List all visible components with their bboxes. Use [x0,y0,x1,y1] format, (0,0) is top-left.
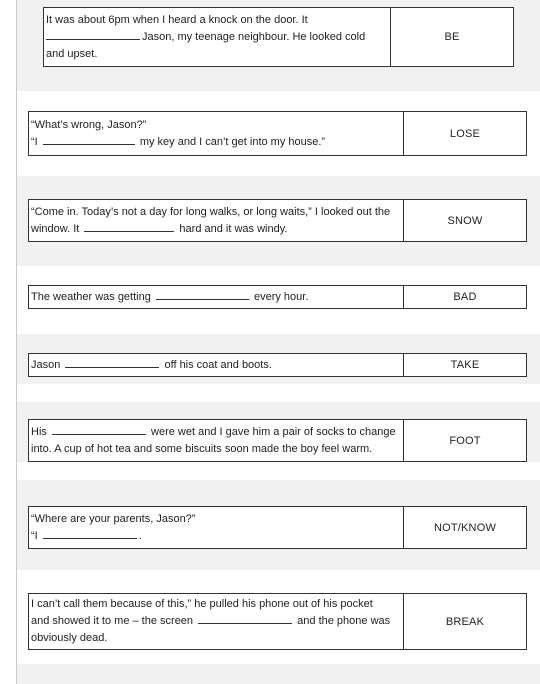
keyword-cell: FOOT [449,434,481,447]
sentence-line: His were wet and I gave him a pair of socks to change [31,425,396,438]
answer-blank[interactable] [156,290,249,300]
keyword-cell: TAKE [450,359,480,371]
answer-blank[interactable] [65,358,159,368]
sentence-line: I can’t call them because of this,” he pulled his phone out of his pocket [31,598,373,610]
sentence-cell [29,112,404,155]
exercise-row [28,285,527,309]
exercise-row [28,419,527,462]
sentence-line: “What’s wrong, Jason?” [31,118,147,131]
keyword-cell: BREAK [445,615,485,628]
keyword-cell: LOSE [449,127,481,140]
answer-blank[interactable] [84,222,174,232]
sentence-line: It was about 6pm when I heard a knock on the door. It [46,13,308,26]
sentence-line: obviously dead. [31,632,108,644]
sentence-line: into. A cup of hot tea and some biscuits soon made the boy feel warm. [31,442,373,455]
keyword-cell: NOT/KNOW [433,521,497,534]
sentence-line: The weather was getting every hour. [31,290,309,303]
keyword-cell: SNOW [447,214,483,227]
sentence-line: Jason, my teenage neighbour. He looked cold [46,29,388,46]
sentence-line: and showed it to me – the screen and the phone was [31,615,391,627]
sentence-line: Jason off his coat and boots. [31,358,272,371]
sentence-line: “I my key and I can’t get into my house.” [31,135,326,148]
sentence-line: window. It hard and it was windy. [31,222,288,235]
exercise-row [28,353,527,377]
sentence-line: “Where are your parents, Jason?” [31,512,196,525]
answer-blank[interactable] [198,614,292,624]
answer-blank[interactable] [46,30,140,40]
answer-blank[interactable] [43,135,135,145]
sentence-line: “I . [31,529,142,542]
keyword-cell: BAD [453,291,477,303]
sentence-cell [29,594,404,649]
exercise-row [28,199,527,242]
exercise-row [28,593,527,650]
sentence-cell [29,286,404,308]
sentence-line: and upset. [46,47,98,60]
exercise-row [28,506,527,549]
answer-blank[interactable] [52,425,146,435]
sentence-line: “Come in. Today’s not a day for long walks, or long waits,” I looked out the [31,205,391,218]
keyword-cell: BE [444,31,460,43]
answer-blank[interactable] [43,529,137,539]
sentence-cell [29,354,404,376]
exercise-row [28,111,527,156]
sentence-cell [29,200,404,241]
exercise-row [43,7,514,67]
sentence-cell [44,8,391,66]
sentence-cell [29,507,404,548]
sentence-cell [29,420,404,461]
separator-band [17,664,540,684]
